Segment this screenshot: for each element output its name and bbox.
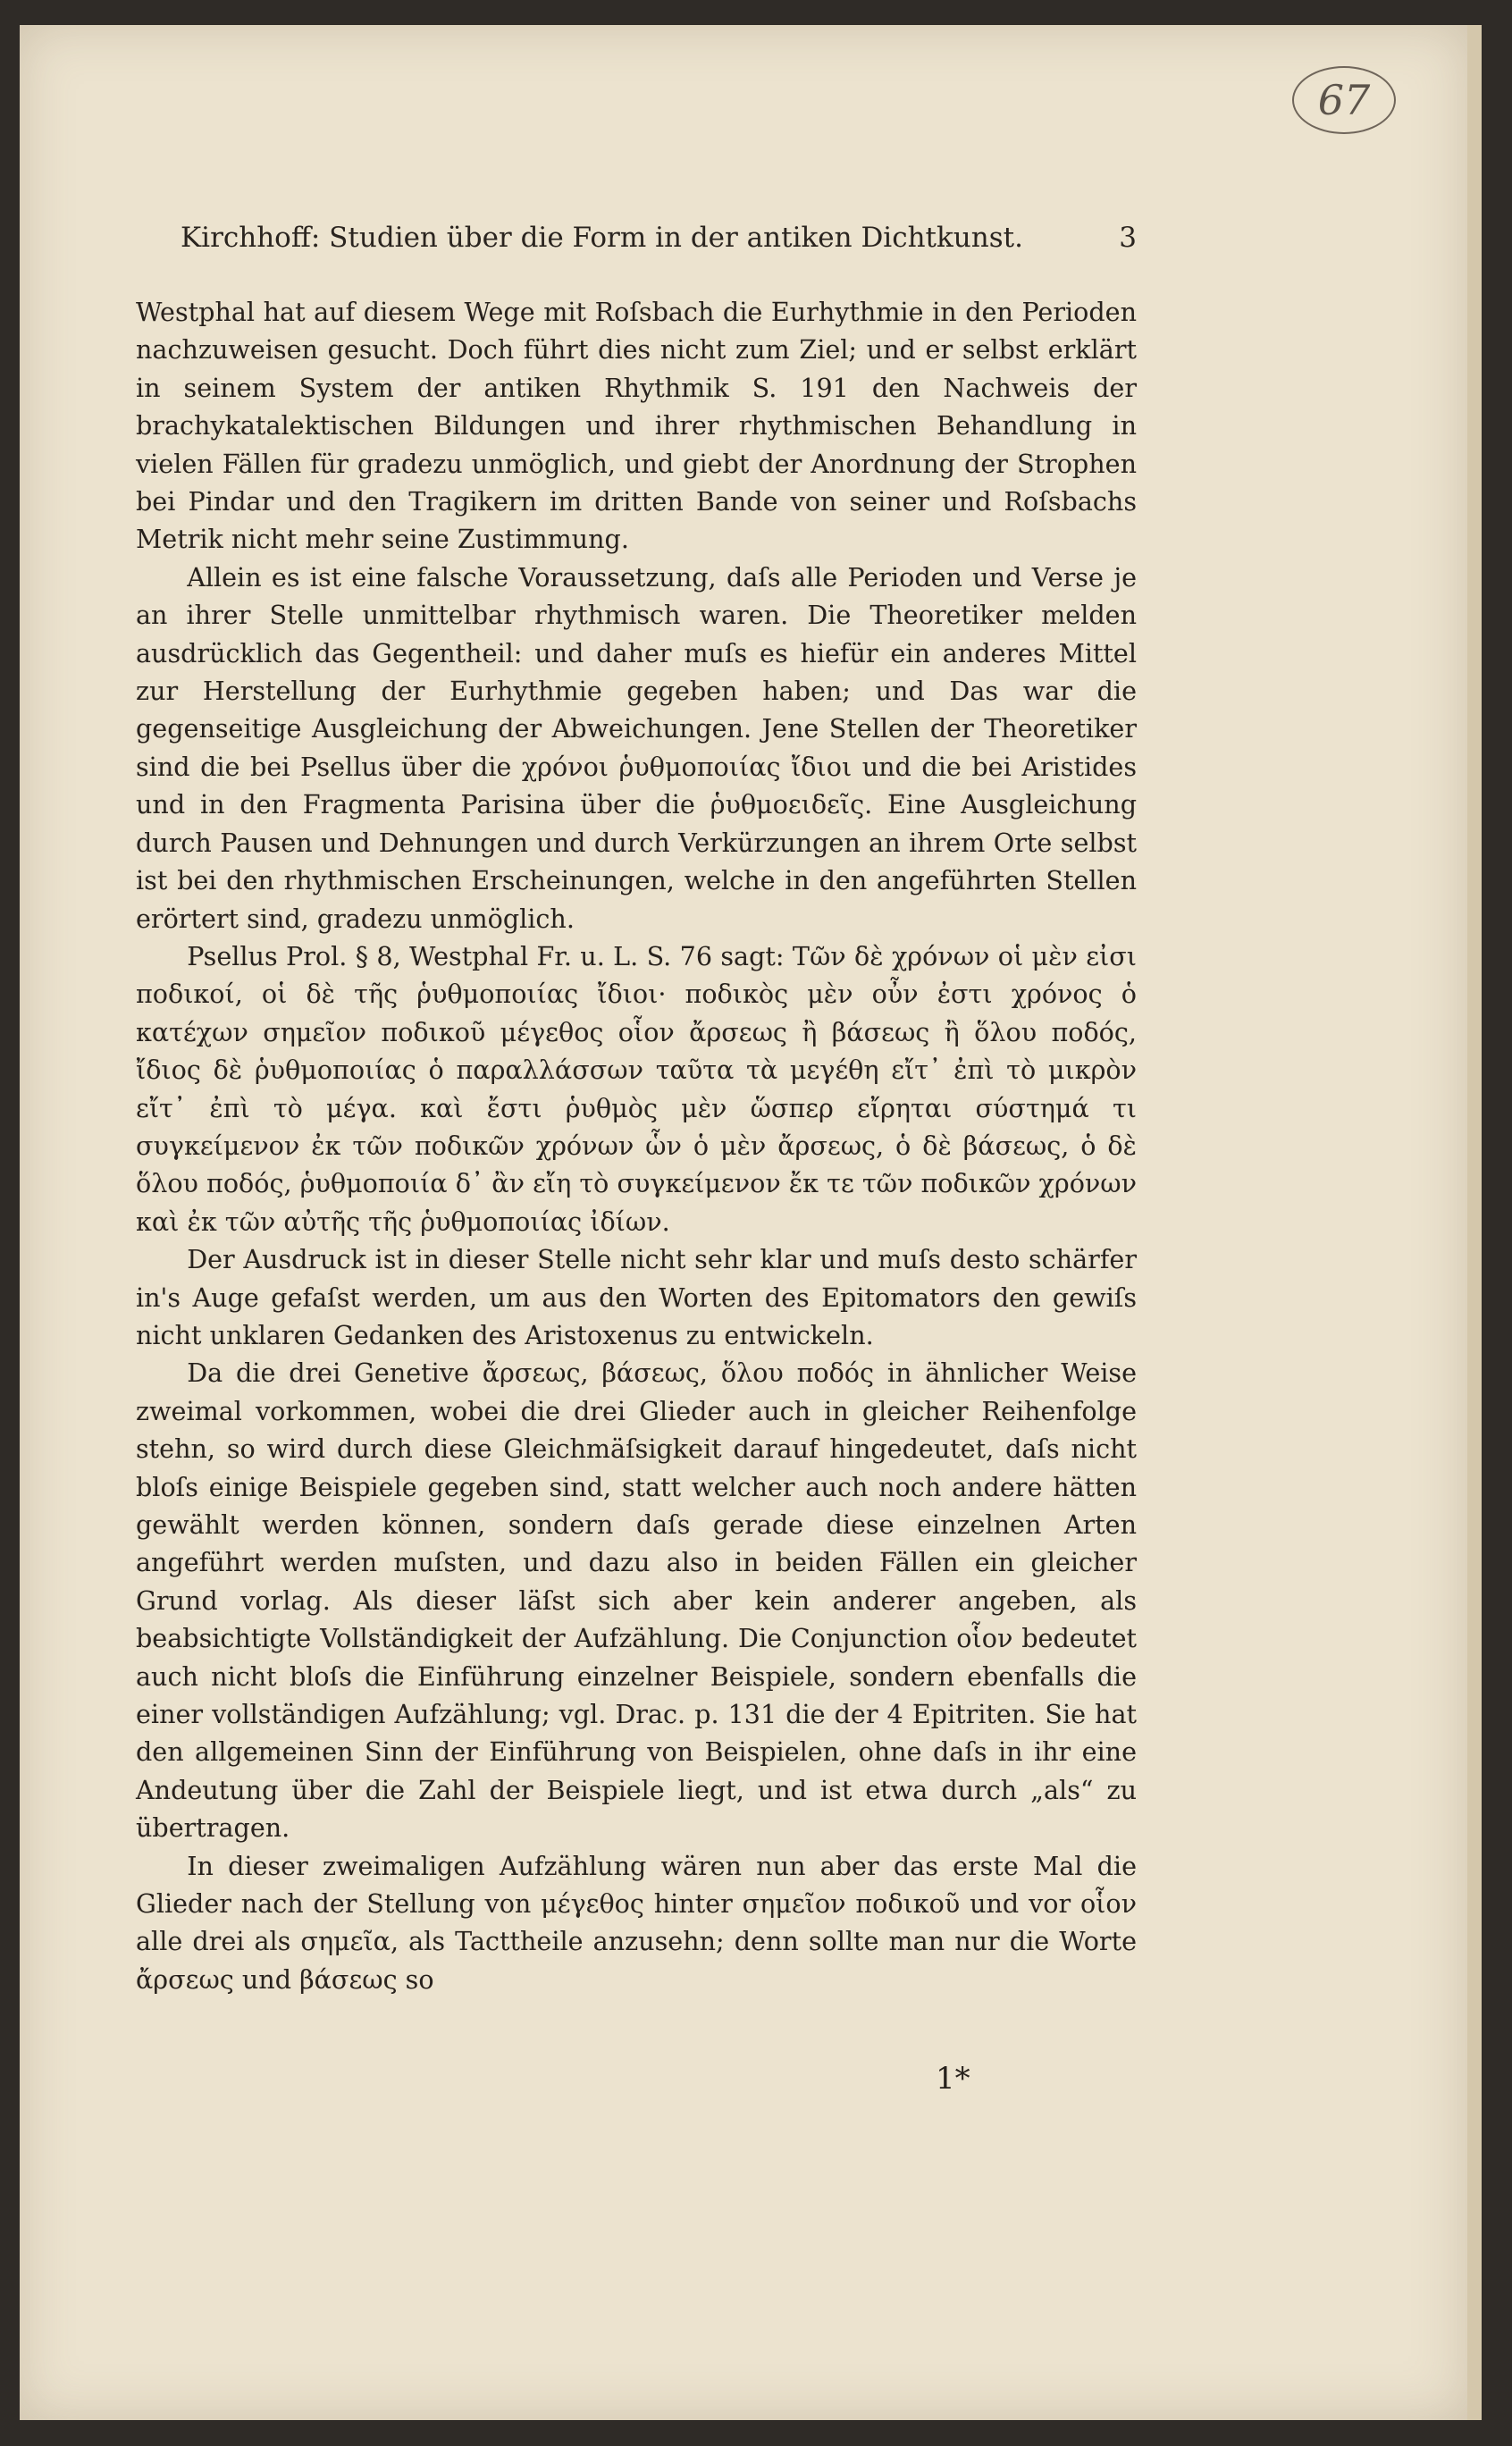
paragraph-6: In dieser zweimaligen Aufzählung wären nun aber das erste Mal die Glieder nach der Stellung von μέγεθος hinter σημεῖον ποδικοῦ und vor οἷον alle drei als σημεῖα, als Tacttheile anzusehn; denn sollte man nur die Worte ἄρσεως und βάσεως so [136, 1850, 1137, 1995]
page-number: 3 [1119, 222, 1137, 254]
paragraph-2: Allein es ist eine falsche Voraussetzung, daſs alle Perioden und Verse je an ihrer Stelle unmittelbar rhythmisch waren. Die Theoretiker melden ausdrücklich das Gegentheil: und daher muſs es hiefür ein anderes Mittel zur Herstellung der Eurhythmie gegeben haben; und Das war die gegenseitige Ausgleichung der Abweichungen. Jene Stellen der Theoretiker sind die bei Psellus über die χρόνοι ῥυθμοποιίας ἴδιοι und die bei Aristides und in den Fragmenta Parisina über die ῥυθμοειδεῖς. Eine Ausgleichung durch Pausen und Dehnungen und durch Verkürzungen an ihrem Orte selbst ist bei den rhythmischen Erscheinungen, welche in den angeführten Stellen erörtert sind, gradezu unmöglich. [136, 561, 1137, 934]
paragraph-1: Westphal hat auf diesem Wege mit Roſsbach die Eurhythmie in den Perioden nachzuweisen gesucht. Doch führt dies nicht zum Ziel; und er selbst erklärt in seinem System der antiken Rhythmik S. 191 den Nachweis der brachykatalektischen Bildungen und ihrer rhythmischen Behandlung in vielen Fällen für gradezu unmöglich, und giebt der Anordnung der Strophen bei Pindar und den Tragikern im dritten Bande von seiner und Roſsbachs Metrik nicht mehr seine Zustimmung. [136, 297, 1137, 555]
running-head [181, 222, 1137, 254]
page-edge [1467, 25, 1482, 2420]
running-title: Kirchhoff: Studien über die Form in der antiken Dichtkunst. [181, 222, 1023, 254]
archive-number-stamp: 67 [1292, 66, 1396, 134]
paragraph-5: Da die drei Genetive ἄρσεως, βάσεως, ὅλου ποδός in ähnlicher Weise zweimal vorkommen, wobei die drei Glieder auch in gleicher Reihenfolge stehn, so wird durch diese Gleichmäſsigkeit darauf hingedeutet, daſs nicht bloſs einige Beispiele gegeben sind, statt welcher auch noch andere hätten gewählt werden können, sondern daſs gerade diese einzelnen Arten angeführt werden muſsten, und dazu also in beiden Fällen ein gleicher Grund vorlag. Als dieser läſst sich aber kein anderer angeben, als beabsichtigte Vollständigkeit der Aufzählung. Die Conjunction οἷον bedeutet auch nicht bloſs die Einführung einzelner Beispiele, sondern ebenfalls die einer vollständigen Aufzählung; vgl. Drac. p. 131 die der 4 Epitriten. Sie hat den allgemeinen Sinn der Einführung von Beispielen, ohne daſs in ihr eine Andeutung über die Zahl der Beispiele liegt, und ist etwa durch „als“ zu übertragen. [136, 1357, 1137, 1844]
paragraph-3-psellus-quote: Psellus Prol. § 8, Westphal Fr. u. L. S. 76 sagt: Τῶν δὲ χρόνων οἱ μὲν εἰσι ποδικοί, οἱ δὲ τῆς ῥυθμοποιίας ἴδιοι· ποδικὸς μὲν οὖν ἐστι χρόνος ὁ κατέχων σημεῖον ποδικοῦ μέγεθος οἷον ἄρσεως ἢ βάσεως ἢ ὅλου ποδός, ἴδιος δὲ ῥυθμοποιίας ὁ παραλλάσσων ταῦτα τὰ μεγέθη εἴτ᾽ ἐπὶ τὸ μικρὸν εἴτ᾽ ἐπὶ τὸ μέγα. καὶ ἔστι ῥυθμὸς μὲν ὥσπερ εἴρηται σύστημά τι συγκείμενον ἐκ τῶν ποδικῶν χρόνων ὧν ὁ μὲν ἄρσεως, ὁ δὲ βάσεως, ὁ δὲ ὅλου ποδός, ῥυθμοποιία δ᾽ ἂν εἴη τὸ συγκείμενον ἔκ τε τῶν ποδικῶν χρόνων καὶ ἐκ τῶν αὐτῆς τῆς ῥυθμοποιίας ἰδίων. [136, 940, 1137, 1237]
document-page [20, 25, 1467, 2420]
signature-mark: 1* [936, 2061, 970, 2097]
body-text [136, 293, 1137, 1998]
paragraph-4: Der Ausdruck ist in dieser Stelle nicht sehr klar und muſs desto schärfer in's Auge gefaſst werden, um aus den Worten des Epitomators den gewiſs nicht unklaren Gedanken des Aristoxenus zu entwickeln. [136, 1244, 1137, 1350]
